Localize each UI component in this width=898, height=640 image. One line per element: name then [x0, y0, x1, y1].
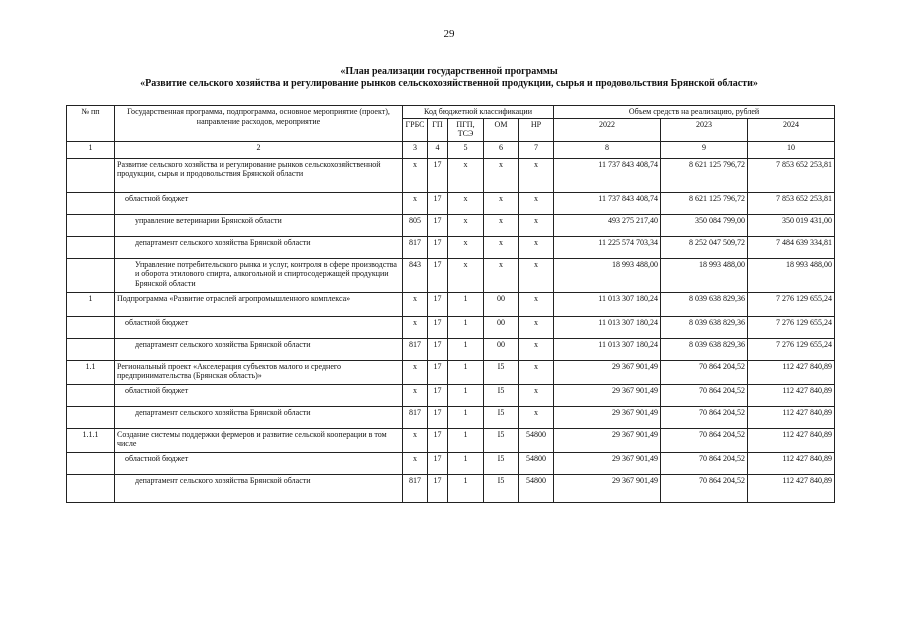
row-name-cell: департамент сельского хозяйства Брянской области [115, 338, 403, 360]
om-cell: I5 [484, 452, 519, 474]
plan-table [66, 105, 835, 503]
grbs-cell: x [403, 292, 428, 316]
np-cell: x [519, 406, 554, 428]
row-name-cell: Создание системы поддержки фермеров и развитие сельской кооперации в том числе [115, 428, 403, 452]
np-cell: x [519, 360, 554, 384]
header-2023: 2023 [661, 118, 748, 141]
amount-2024-cell: 112 427 840,89 [748, 406, 835, 428]
pgp-cell: x [448, 158, 484, 192]
grbs-cell: x [403, 428, 428, 452]
gp-cell: 17 [428, 316, 448, 338]
gp-cell: 17 [428, 214, 448, 236]
amount-2024-cell: 7 853 652 253,81 [748, 192, 835, 214]
col-number: 2 [115, 141, 403, 158]
row-number-cell [67, 338, 115, 360]
header-num: № пп [67, 106, 115, 142]
page-number: 29 [443, 28, 455, 40]
row-number-cell [67, 192, 115, 214]
row-name-cell: областной бюджет [115, 452, 403, 474]
pgp-cell: 1 [448, 292, 484, 316]
grbs-cell: x [403, 316, 428, 338]
row-number-cell [67, 452, 115, 474]
amount-2023-cell: 70 864 204,52 [661, 428, 748, 452]
row-number-cell [67, 384, 115, 406]
row-number-cell: 1.1.1 [67, 428, 115, 452]
om-cell: x [484, 192, 519, 214]
grbs-cell: x [403, 158, 428, 192]
amount-2022-cell: 11 013 307 180,24 [554, 316, 661, 338]
amount-2023-cell: 350 084 799,00 [661, 214, 748, 236]
title-line-2: «Развитие сельского хозяйства и регулирование рынков сельскохозяйственной продукции, сырья и продовольствия Брянской области» [140, 78, 758, 89]
col-number: 10 [748, 141, 835, 158]
np-cell: x [519, 192, 554, 214]
header-2022: 2022 [554, 118, 661, 141]
om-cell: I5 [484, 360, 519, 384]
grbs-cell: 817 [403, 406, 428, 428]
pgp-cell: 1 [448, 316, 484, 338]
gp-cell: 17 [428, 406, 448, 428]
table-row [67, 474, 835, 502]
row-number-cell: 1 [67, 292, 115, 316]
np-cell: x [519, 236, 554, 258]
gp-cell: 17 [428, 158, 448, 192]
grbs-cell: 817 [403, 338, 428, 360]
header-gp: ГП [428, 118, 448, 141]
col-number: 8 [554, 141, 661, 158]
om-cell: x [484, 258, 519, 292]
amount-2022-cell: 11 225 574 703,34 [554, 236, 661, 258]
pgp-cell: 1 [448, 428, 484, 452]
table-row [67, 452, 835, 474]
grbs-cell: 817 [403, 236, 428, 258]
amount-2023-cell: 70 864 204,52 [661, 452, 748, 474]
row-name-cell: департамент сельского хозяйства Брянской области [115, 474, 403, 502]
grbs-cell: 805 [403, 214, 428, 236]
om-cell: I5 [484, 428, 519, 452]
row-name-cell: управление ветеринарии Брянской области [115, 214, 403, 236]
amount-2023-cell: 8 039 638 829,36 [661, 292, 748, 316]
grbs-cell: x [403, 192, 428, 214]
amount-2024-cell: 112 427 840,89 [748, 474, 835, 502]
row-number-cell [67, 474, 115, 502]
om-cell: I5 [484, 474, 519, 502]
pgp-cell: 1 [448, 360, 484, 384]
amount-2023-cell: 70 864 204,52 [661, 474, 748, 502]
np-cell: x [519, 384, 554, 406]
table-row [67, 158, 835, 192]
amount-2022-cell: 29 367 901,49 [554, 428, 661, 452]
gp-cell: 17 [428, 338, 448, 360]
table-row [67, 360, 835, 384]
header-code-group: Код бюджетной классификации [403, 106, 554, 119]
table-row [67, 316, 835, 338]
col-number: 4 [428, 141, 448, 158]
amount-2022-cell: 11 737 843 408,74 [554, 158, 661, 192]
amount-2024-cell: 112 427 840,89 [748, 452, 835, 474]
plan-table-body [67, 158, 835, 502]
col-number: 5 [448, 141, 484, 158]
om-cell: 00 [484, 292, 519, 316]
grbs-cell: 817 [403, 474, 428, 502]
header-om: ОМ [484, 118, 519, 141]
amount-2023-cell: 70 864 204,52 [661, 360, 748, 384]
grbs-cell: x [403, 360, 428, 384]
col-number: 7 [519, 141, 554, 158]
row-number-cell [67, 406, 115, 428]
om-cell: x [484, 158, 519, 192]
np-cell: 54800 [519, 474, 554, 502]
om-cell: 00 [484, 316, 519, 338]
grbs-cell: 843 [403, 258, 428, 292]
om-cell: I5 [484, 384, 519, 406]
gp-cell: 17 [428, 258, 448, 292]
pgp-cell: x [448, 192, 484, 214]
gp-cell: 17 [428, 428, 448, 452]
amount-2022-cell: 29 367 901,49 [554, 406, 661, 428]
amount-2024-cell: 7 276 129 655,24 [748, 292, 835, 316]
gp-cell: 17 [428, 384, 448, 406]
pgp-cell: 1 [448, 384, 484, 406]
header-grbs: ГРБС [403, 118, 428, 141]
amount-2022-cell: 29 367 901,49 [554, 360, 661, 384]
row-number-cell: 1.1 [67, 360, 115, 384]
gp-cell: 17 [428, 452, 448, 474]
row-number-cell [67, 316, 115, 338]
amount-2023-cell: 70 864 204,52 [661, 384, 748, 406]
table-row [67, 192, 835, 214]
pgp-cell: x [448, 258, 484, 292]
amount-2024-cell: 7 276 129 655,24 [748, 338, 835, 360]
header-name: Государственная программа, подпрограмма, основное мероприятие (проект), направление расходов, мероприятие [115, 106, 403, 142]
row-number-cell [67, 158, 115, 192]
table-row [67, 338, 835, 360]
col-number: 1 [67, 141, 115, 158]
amount-2024-cell: 18 993 488,00 [748, 258, 835, 292]
np-cell: x [519, 214, 554, 236]
amount-2024-cell: 112 427 840,89 [748, 360, 835, 384]
amount-2022-cell: 11 013 307 180,24 [554, 338, 661, 360]
amount-2024-cell: 7 276 129 655,24 [748, 316, 835, 338]
row-name-cell: областной бюджет [115, 316, 403, 338]
np-cell: x [519, 338, 554, 360]
header-np: НР [519, 118, 554, 141]
amount-2024-cell: 7 853 652 253,81 [748, 158, 835, 192]
gp-cell: 17 [428, 192, 448, 214]
grbs-cell: x [403, 452, 428, 474]
amount-2023-cell: 8 039 638 829,36 [661, 316, 748, 338]
row-name-cell: департамент сельского хозяйства Брянской области [115, 406, 403, 428]
table-row [67, 384, 835, 406]
header-2024: 2024 [748, 118, 835, 141]
row-number-cell [67, 258, 115, 292]
gp-cell: 17 [428, 236, 448, 258]
om-cell: x [484, 214, 519, 236]
np-cell: x [519, 316, 554, 338]
amount-2023-cell: 8 621 125 796,72 [661, 192, 748, 214]
header-row-1 [67, 106, 835, 119]
np-cell: x [519, 258, 554, 292]
amount-2023-cell: 8 621 125 796,72 [661, 158, 748, 192]
pgp-cell: 1 [448, 474, 484, 502]
amount-2022-cell: 493 275 217,40 [554, 214, 661, 236]
pgp-cell: x [448, 214, 484, 236]
pgp-cell: 1 [448, 406, 484, 428]
table-row [67, 258, 835, 292]
row-number-cell [67, 236, 115, 258]
np-cell: 54800 [519, 452, 554, 474]
pgp-cell: 1 [448, 452, 484, 474]
header-pgp: ПГП, ТСЭ [448, 118, 484, 141]
om-cell: I5 [484, 406, 519, 428]
header-amount-group: Объем средств на реализацию, рублей [554, 106, 835, 119]
amount-2022-cell: 11 737 843 408,74 [554, 192, 661, 214]
grbs-cell: x [403, 384, 428, 406]
amount-2024-cell: 112 427 840,89 [748, 384, 835, 406]
amount-2023-cell: 70 864 204,52 [661, 406, 748, 428]
table-row [67, 214, 835, 236]
amount-2024-cell: 112 427 840,89 [748, 428, 835, 452]
row-number-cell [67, 214, 115, 236]
column-number-row [67, 141, 835, 158]
om-cell: x [484, 236, 519, 258]
np-cell: x [519, 158, 554, 192]
amount-2023-cell: 18 993 488,00 [661, 258, 748, 292]
gp-cell: 17 [428, 292, 448, 316]
table-row [67, 406, 835, 428]
amount-2022-cell: 29 367 901,49 [554, 452, 661, 474]
amount-2024-cell: 350 019 431,00 [748, 214, 835, 236]
pgp-cell: 1 [448, 338, 484, 360]
om-cell: 00 [484, 338, 519, 360]
gp-cell: 17 [428, 360, 448, 384]
np-cell: 54800 [519, 428, 554, 452]
row-name-cell: Управление потребительского рынка и услуг, контроля в сфере производства и оборота этилового спирта, алкогольной и спиртосодержащей продукции Брянской области [115, 258, 403, 292]
amount-2022-cell: 29 367 901,49 [554, 384, 661, 406]
row-name-cell: Подпрограмма «Развитие отраслей агропромышленного комплекса» [115, 292, 403, 316]
amount-2024-cell: 7 484 639 334,81 [748, 236, 835, 258]
pgp-cell: x [448, 236, 484, 258]
amount-2022-cell: 11 013 307 180,24 [554, 292, 661, 316]
row-name-cell: Региональный проект «Акселерация субъектов малого и среднего предпринимательства (Брянская область)» [115, 360, 403, 384]
col-number: 3 [403, 141, 428, 158]
col-number: 9 [661, 141, 748, 158]
row-name-cell: областной бюджет [115, 384, 403, 406]
row-name-cell: департамент сельского хозяйства Брянской области [115, 236, 403, 258]
document-title [0, 66, 898, 90]
row-name-cell: Развитие сельского хозяйства и регулирование рынков сельскохозяйственной продукции, сырья и продовольствия Брянской области [115, 158, 403, 192]
amount-2022-cell: 29 367 901,49 [554, 474, 661, 502]
amount-2023-cell: 8 039 638 829,36 [661, 338, 748, 360]
table-row [67, 292, 835, 316]
row-name-cell: областной бюджет [115, 192, 403, 214]
amount-2022-cell: 18 993 488,00 [554, 258, 661, 292]
np-cell: x [519, 292, 554, 316]
col-number: 6 [484, 141, 519, 158]
table-row [67, 428, 835, 452]
title-line-1: «План реализации государственной программы [340, 66, 558, 77]
table-row [67, 236, 835, 258]
amount-2023-cell: 8 252 047 509,72 [661, 236, 748, 258]
gp-cell: 17 [428, 474, 448, 502]
